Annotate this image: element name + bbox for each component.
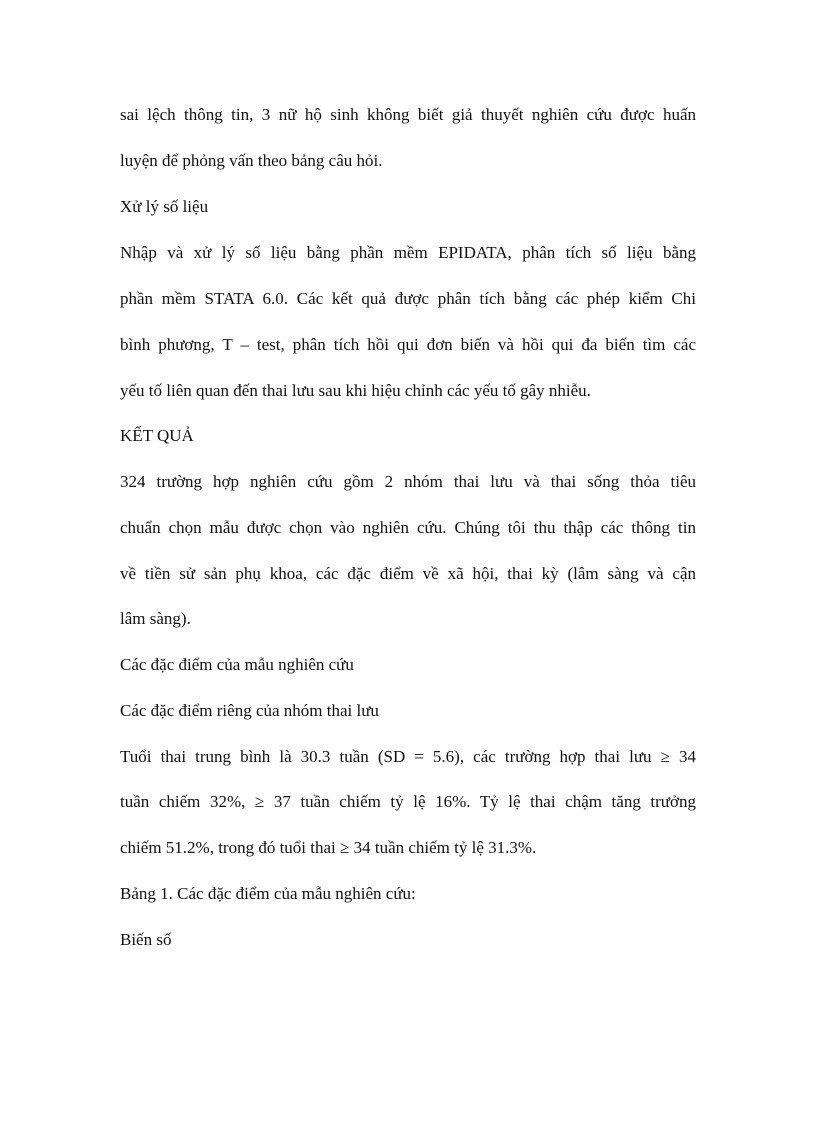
section-heading-results: KẾT QUẢ bbox=[120, 426, 194, 445]
text-line-2: luyện để phỏng vấn theo bảng câu hỏi. bbox=[120, 151, 383, 170]
subheading-sample-characteristics: Các đặc điểm của mẫu nghiên cứu bbox=[120, 655, 354, 674]
text-line-6: bình phương, T – test, phân tích hồi qui đơn biến và hồi qui đa biến tìm các bbox=[120, 335, 696, 354]
text-line-7: yếu tố liên quan đến thai lưu sau khi hiệu chỉnh các yếu tố gây nhiễu. bbox=[120, 381, 591, 400]
text-line-15: Tuổi thai trung bình là 30.3 tuần (SD = 5.6), các trường hợp thai lưu ≥ 34 bbox=[120, 747, 696, 766]
text-line-10: chuẩn chọn mẫu được chọn vào nghiên cứu. Chúng tôi thu thập các thông tin bbox=[120, 518, 696, 537]
table-caption: Bảng 1. Các đặc điểm của mẫu nghiên cứu: bbox=[120, 884, 416, 903]
text-line-12: lâm sàng). bbox=[120, 609, 191, 628]
text-line-17: chiếm 51.2%, trong đó tuổi thai ≥ 34 tuần chiếm tỷ lệ 31.3%. bbox=[120, 838, 537, 857]
text-line-16: tuần chiếm 32%, ≥ 37 tuần chiếm tỷ lệ 16%. Tỷ lệ thai chậm tăng trưởng bbox=[120, 792, 696, 811]
section-heading-data-processing: Xử lý số liệu bbox=[120, 197, 209, 216]
text-line-9: 324 trường hợp nghiên cứu gồm 2 nhóm thai lưu và thai sống thỏa tiêu bbox=[120, 472, 696, 491]
text-line-11: về tiền sử sản phụ khoa, các đặc điểm về xã hội, thai kỳ (lâm sàng và cận bbox=[120, 564, 696, 583]
subheading-stillbirth-group: Các đặc điểm riêng của nhóm thai lưu bbox=[120, 701, 379, 720]
text-line-4: Nhập và xử lý số liệu bằng phần mềm EPIDATA, phân tích số liệu bằng bbox=[120, 243, 696, 262]
text-line-5: phần mềm STATA 6.0. Các kết quả được phân tích bằng các phép kiểm Chi bbox=[120, 289, 696, 308]
table-column-label: Biến số bbox=[120, 930, 172, 949]
text-line-1: sai lệch thông tin, 3 nữ hộ sinh không biết giả thuyết nghiên cứu được huấn bbox=[120, 105, 696, 124]
